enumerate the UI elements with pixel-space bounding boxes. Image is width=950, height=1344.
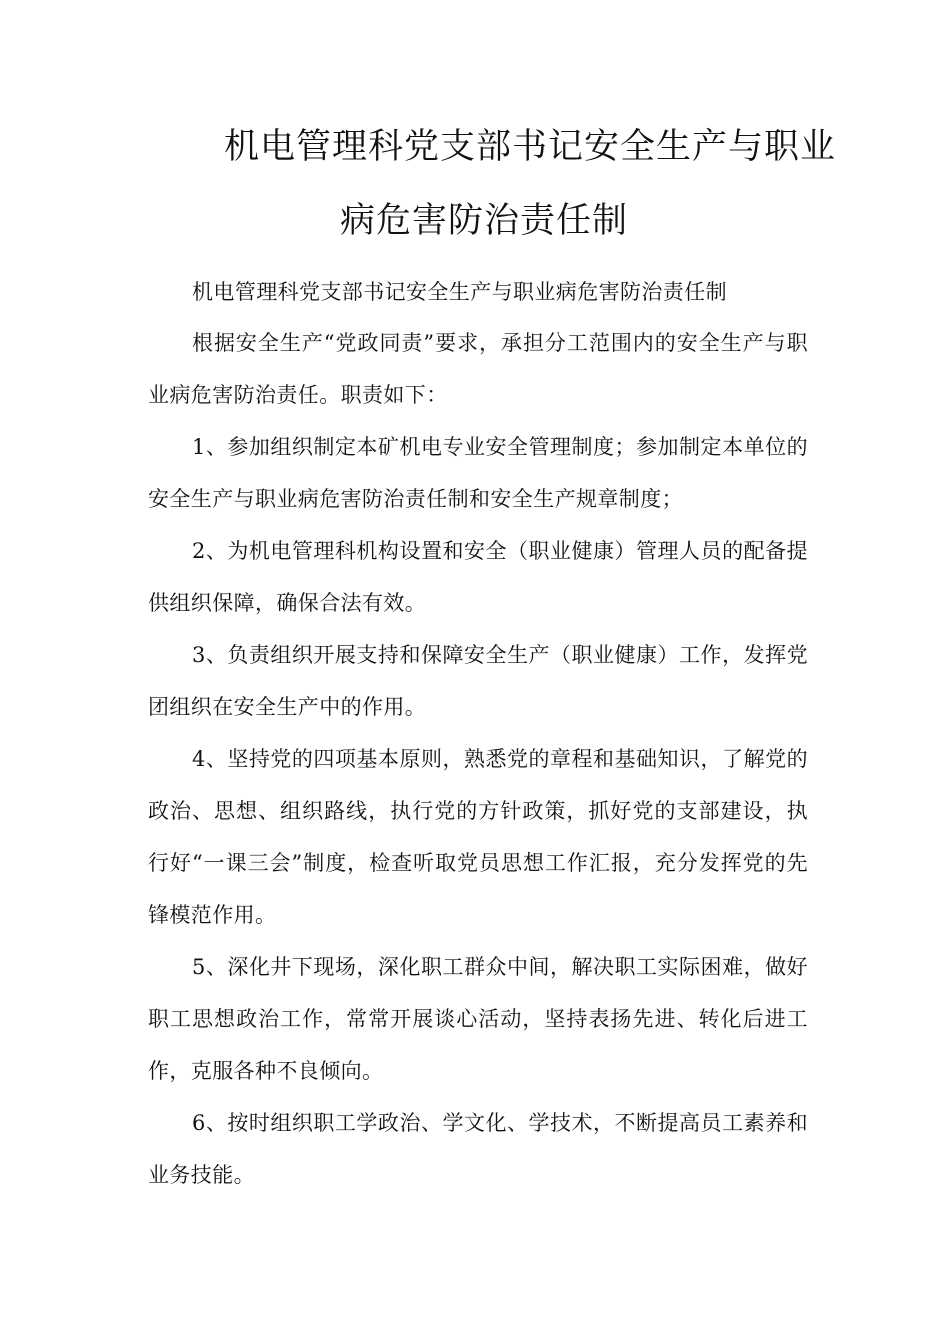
intro-paragraph: 根据安全生产“党政同责”要求，承担分工范围内的安全生产与职业病危害防治责任。职责如下： <box>148 331 808 407</box>
duty-item-3: 3、负责组织开展支持和保障安全生产（职业健康）工作，发挥党团组织在安全生产中的作用。 <box>148 643 808 719</box>
document-body <box>148 317 808 1201</box>
document-subtitle <box>148 266 808 318</box>
subtitle-paragraph: 机电管理科党支部书记安全生产与职业病危害防治责任制 <box>192 280 727 304</box>
duty-item-5: 5、深化井下现场，深化职工群众中间，解决职工实际困难，做好职工思想政治工作，常常开展谈心活动，坚持表扬先进、转化后进工作，克服各种不良倾向。 <box>148 955 808 1083</box>
duty-item-2: 2、为机电管理科机构设置和安全（职业健康）管理人员的配备提供组织保障，确保合法有效。 <box>148 539 808 615</box>
duty-item-4: 4、坚持党的四项基本原则，熟悉党的章程和基础知识，了解党的政治、思想、组织路线，执行党的方针政策，抓好党的支部建设，执行好“一课三会”制度，检查听取党员思想工作汇报，充分发挥党的先锋模范作用。 <box>148 747 808 927</box>
duty-item-6: 6、按时组织职工学政治、学文化、学技术，不断提高员工素养和业务技能。 <box>148 1111 808 1187</box>
document-title-line-2: 病危害防治责任制 <box>340 201 629 241</box>
document-title-line-1: 机电管理科党支部书记安全生产与职业 <box>224 127 837 167</box>
duty-item-1: 1、参加组织制定本矿机电专业安全管理制度；参加制定本单位的安全生产与职业病危害防治责任制和安全生产规章制度； <box>148 435 808 511</box>
